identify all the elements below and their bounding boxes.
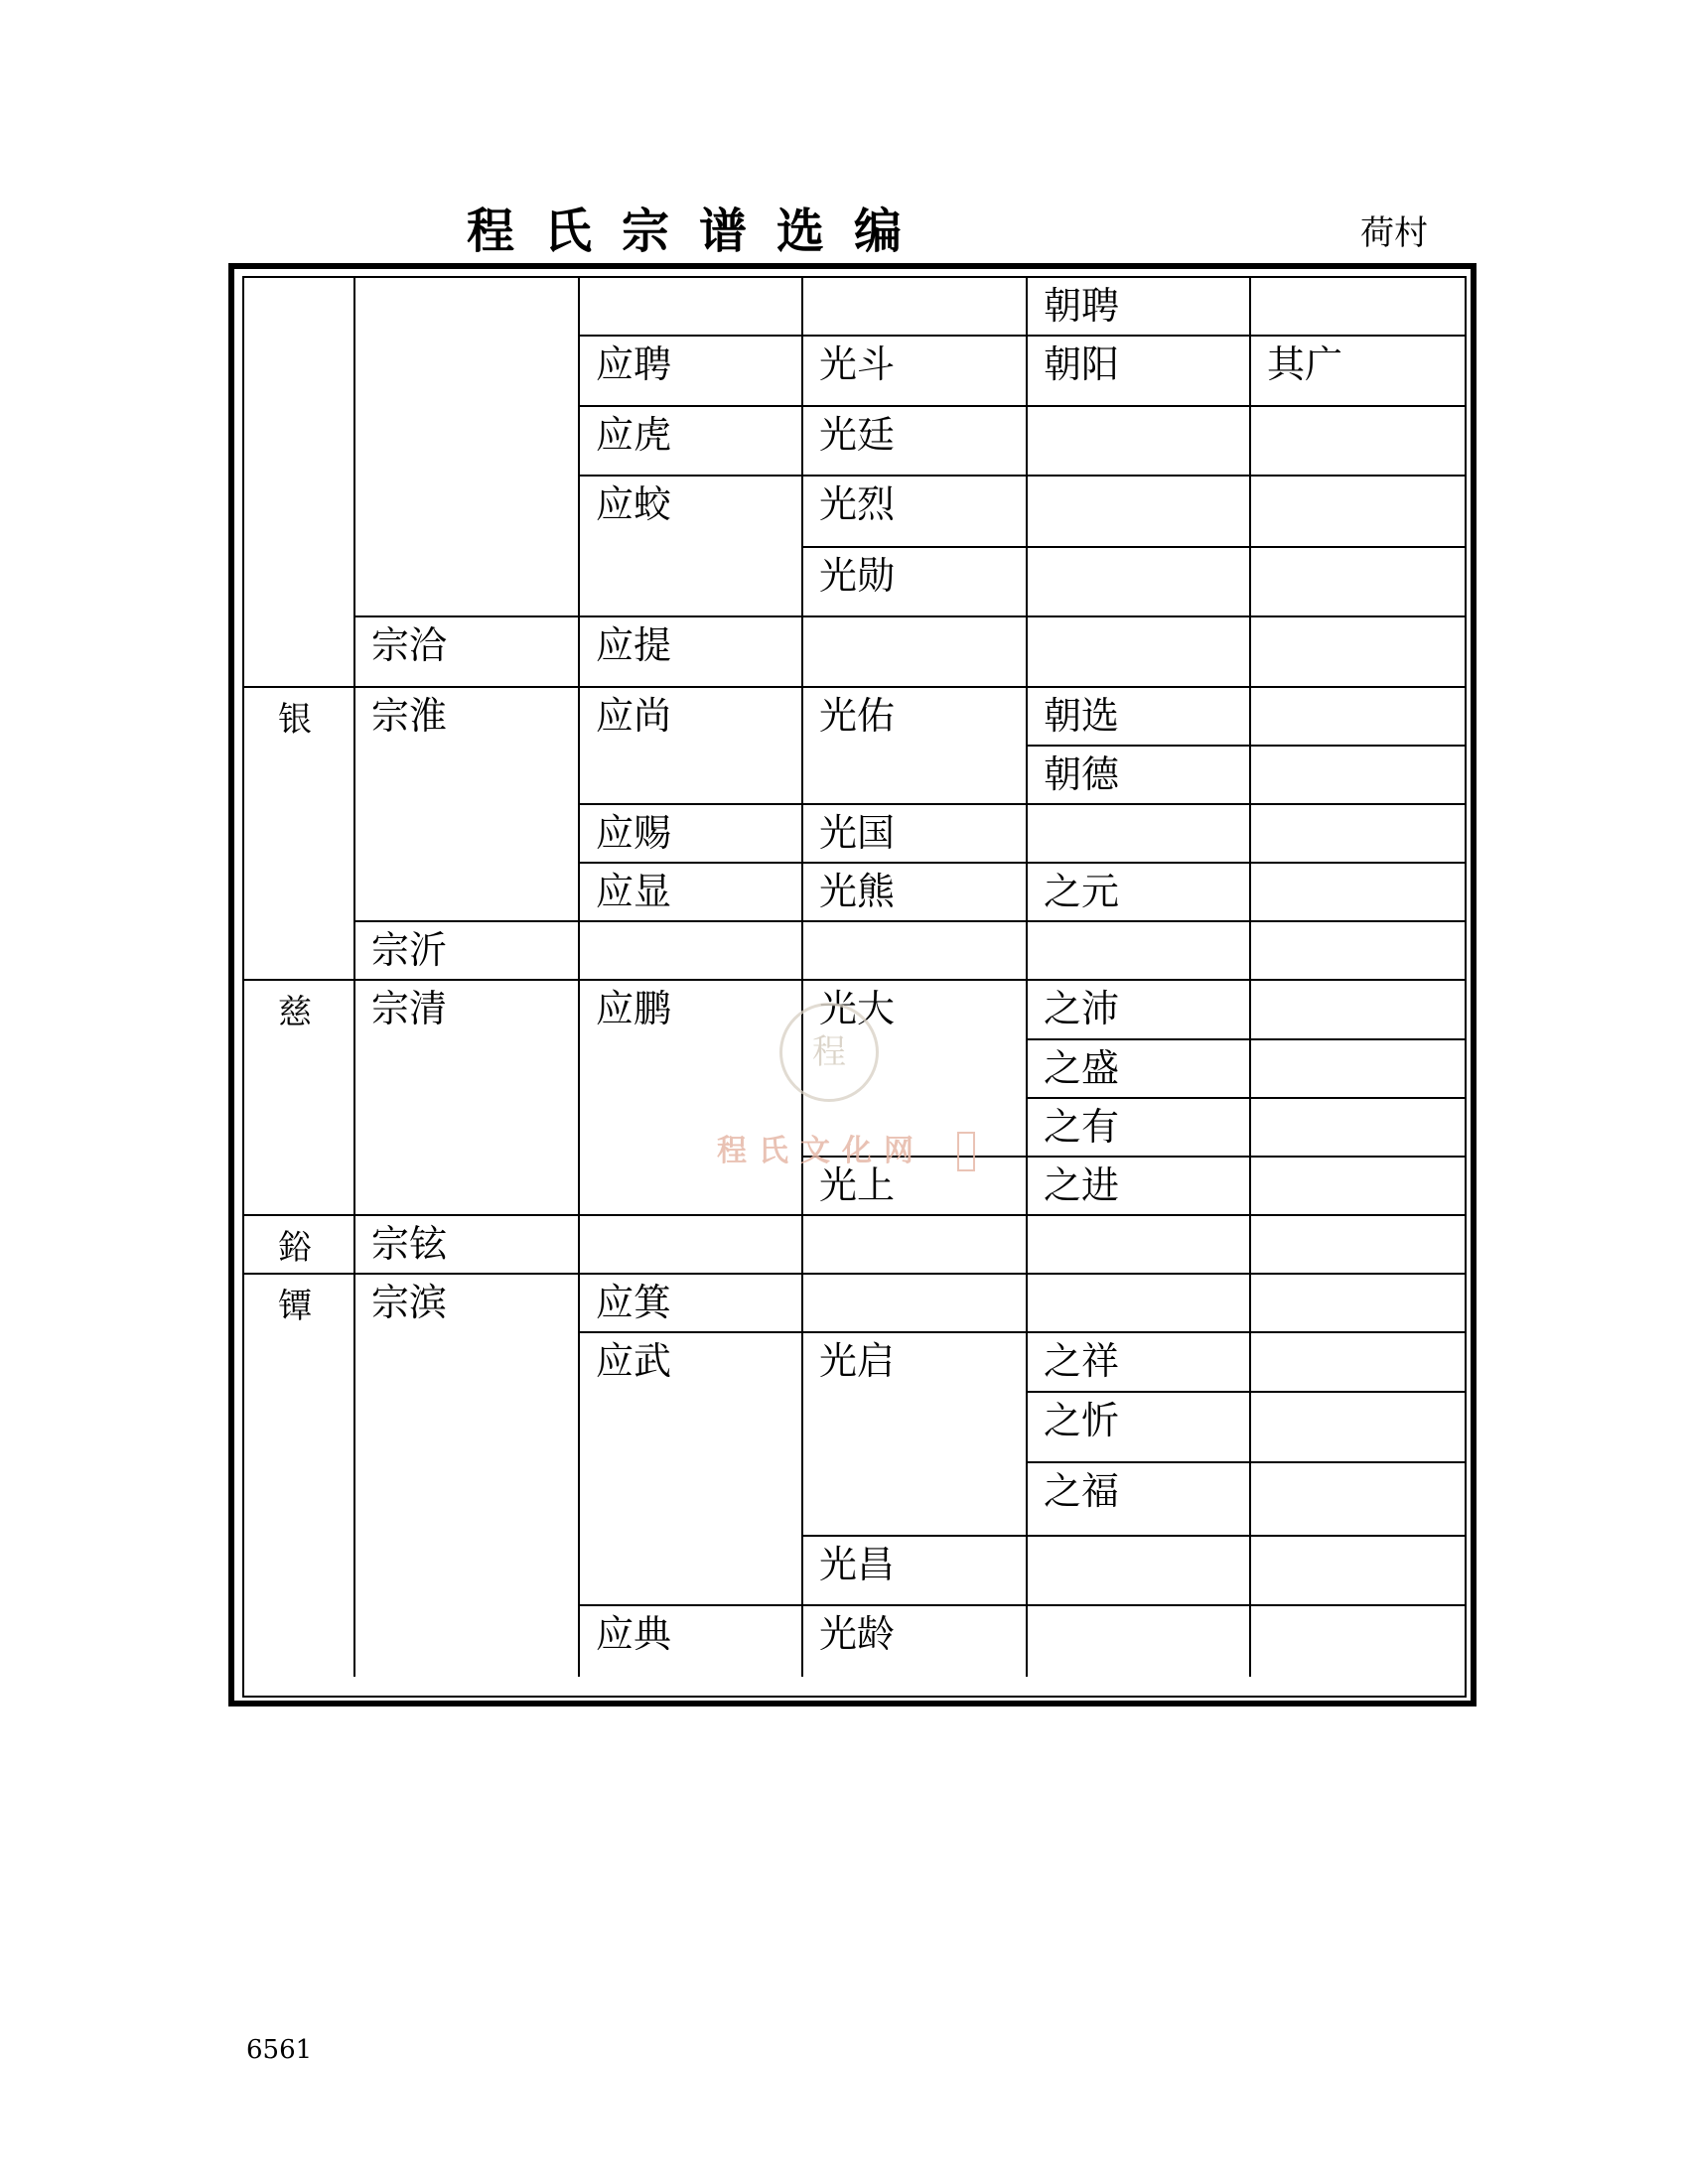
- table-cell: [1028, 407, 1251, 477]
- table-cell: 宗铉: [355, 1216, 580, 1275]
- table-cell: [1251, 1537, 1465, 1606]
- table-cell: 宗淮: [355, 688, 580, 922]
- village-name: 荷村: [1360, 213, 1428, 253]
- table-cell: 之忻: [1028, 1393, 1251, 1463]
- table-cell: [1251, 1040, 1465, 1099]
- table-cell: [1251, 477, 1465, 548]
- table-cell: 光大: [803, 981, 1028, 1158]
- table-cell: 光龄: [803, 1606, 1028, 1677]
- watermark-text: 程氏文化网: [717, 1134, 925, 1168]
- table-cell: 光上: [803, 1158, 1028, 1216]
- table-cell: 光佑: [803, 688, 1028, 805]
- table-cell: 光国: [803, 805, 1028, 864]
- table-cell: [1251, 922, 1465, 981]
- table-cell: [1028, 1275, 1251, 1333]
- table-cell: 光勋: [803, 548, 1028, 617]
- table-cell: [1251, 1606, 1465, 1677]
- table-cell: 之有: [1028, 1099, 1251, 1158]
- table-cell: [1251, 747, 1465, 805]
- table-cell: 应虎: [580, 407, 803, 477]
- table-cell: 之进: [1028, 1158, 1251, 1216]
- table-cell: [1251, 1216, 1465, 1275]
- table-cell: 应尚: [580, 688, 803, 805]
- table-cell: [1251, 1099, 1465, 1158]
- table-cell: 之福: [1028, 1463, 1251, 1537]
- table-cell: 其广: [1251, 337, 1465, 407]
- table-cell: 宗洽: [355, 617, 580, 688]
- table-cell: 之盛: [1028, 1040, 1251, 1099]
- table-cell: 朝选: [1028, 688, 1251, 747]
- page-title: 程氏宗谱选编: [467, 204, 932, 259]
- table-cell: 光昌: [803, 1537, 1028, 1606]
- table-cell: 应典: [580, 1606, 803, 1677]
- table-cell: [803, 617, 1028, 688]
- table-cell: 应武: [580, 1333, 803, 1606]
- table-cell: 朝德: [1028, 747, 1251, 805]
- table-cell: [1028, 805, 1251, 864]
- table-cell: [1028, 922, 1251, 981]
- table-cell: 宗滨: [355, 1275, 580, 1677]
- table-cell: [244, 278, 355, 688]
- table-cell: [580, 1216, 803, 1275]
- table-cell: [1251, 981, 1465, 1040]
- table-cell: [1251, 805, 1465, 864]
- table-cell: 之沛: [1028, 981, 1251, 1040]
- table-cell: [1251, 548, 1465, 617]
- table-cell: [1251, 617, 1465, 688]
- genealogy-table-frame: [228, 263, 1477, 1706]
- table-cell: [355, 278, 580, 617]
- table-cell: 应鹏: [580, 981, 803, 1216]
- table-cell: 宗沂: [355, 922, 580, 981]
- table-cell: 之祥: [1028, 1333, 1251, 1393]
- table-cell: [1028, 617, 1251, 688]
- table-cell: 应赐: [580, 805, 803, 864]
- table-cell: [803, 1275, 1028, 1333]
- table-cell: [1251, 1158, 1465, 1216]
- table-cell: [1251, 1393, 1465, 1463]
- table-cell: [803, 1216, 1028, 1275]
- table-cell: [803, 922, 1028, 981]
- table-cell: [1028, 1537, 1251, 1606]
- table-cell: [803, 278, 1028, 337]
- watermark-seal-icon: 程: [779, 1003, 879, 1102]
- table-cell: 光烈: [803, 477, 1028, 548]
- table-cell: 应聘: [580, 337, 803, 407]
- table-cell: [1251, 1463, 1465, 1537]
- table-cell: [1251, 407, 1465, 477]
- table-cell: 银: [244, 688, 355, 981]
- table-cell: 鋊: [244, 1216, 355, 1275]
- table-cell: 慈: [244, 981, 355, 1216]
- table-cell: [1251, 1275, 1465, 1333]
- table-cell: 光熊: [803, 864, 1028, 922]
- table-cell: 应蛟: [580, 477, 803, 617]
- table-cell: [580, 278, 803, 337]
- table-cell: 应箕: [580, 1275, 803, 1333]
- table-cell: [580, 922, 803, 981]
- table-cell: 朝聘: [1028, 278, 1251, 337]
- table-cell: [1028, 477, 1251, 548]
- table-cell: 应显: [580, 864, 803, 922]
- table-cell: 朝阳: [1028, 337, 1251, 407]
- table-cell: 宗清: [355, 981, 580, 1216]
- page-number: 6561: [246, 2035, 313, 2065]
- table-cell: 光廷: [803, 407, 1028, 477]
- table-cell: [1251, 278, 1465, 337]
- table-cell: 光斗: [803, 337, 1028, 407]
- table-cell: [1251, 864, 1465, 922]
- table-cell: 应提: [580, 617, 803, 688]
- table-cell: 光启: [803, 1333, 1028, 1537]
- table-cell: [1251, 1333, 1465, 1393]
- genealogy-table: [242, 276, 1467, 1698]
- table-cell: 镡: [244, 1275, 355, 1677]
- table-cell: [1028, 1216, 1251, 1275]
- table-cell: [1251, 688, 1465, 747]
- table-cell: [1028, 1606, 1251, 1677]
- watermark-stamp-icon: [957, 1132, 975, 1171]
- table-cell: [1028, 548, 1251, 617]
- table-cell: 之元: [1028, 864, 1251, 922]
